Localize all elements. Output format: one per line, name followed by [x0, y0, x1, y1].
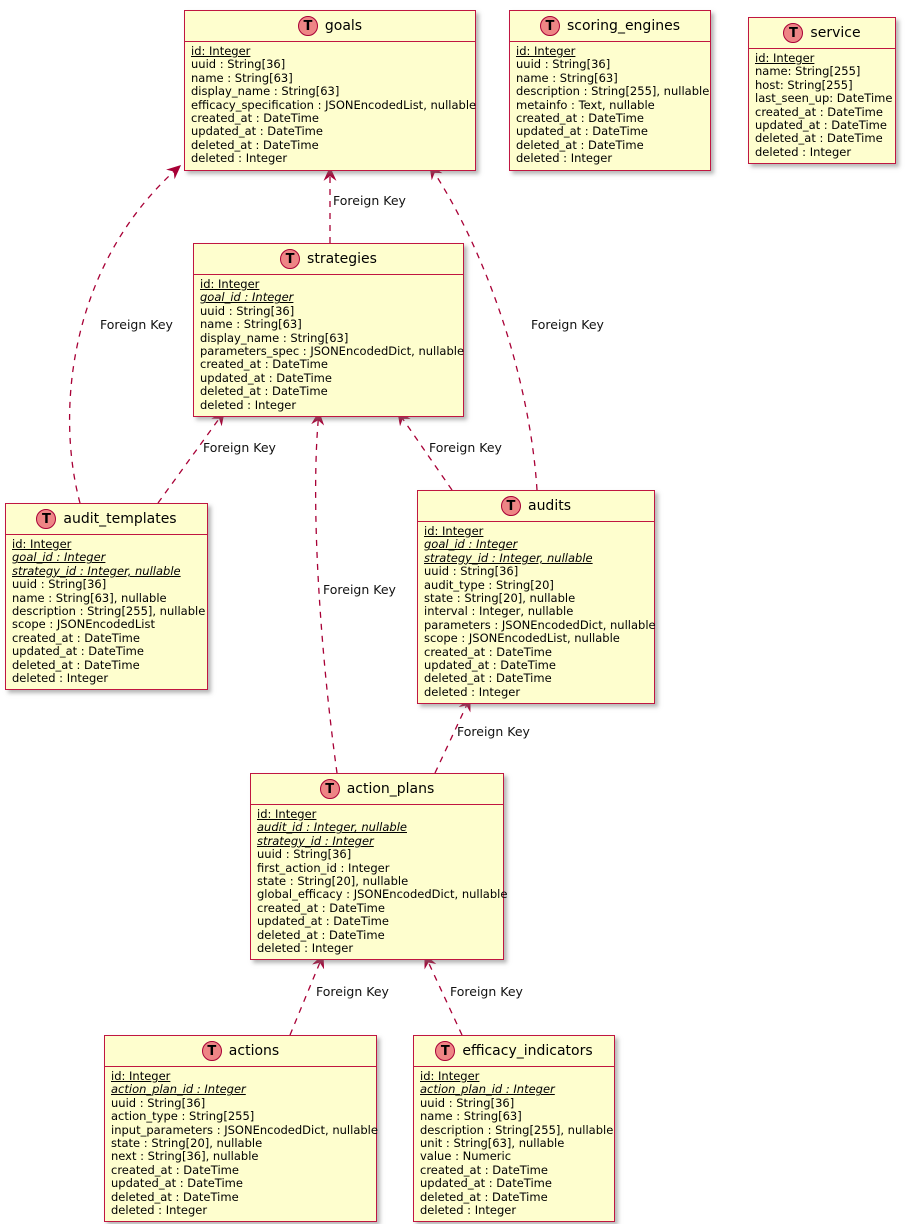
- table-title: scoring_engines: [566, 18, 680, 34]
- table-action_plans: [250, 773, 508, 960]
- table-title: service: [810, 25, 861, 41]
- field-row: deleted : Integer: [111, 1203, 208, 1218]
- field-row: action_type : String[255]: [111, 1109, 255, 1124]
- field-row: strategy_id : Integer: [257, 833, 374, 848]
- field-row: updated_at : DateTime: [516, 124, 648, 139]
- field-row: input_parameters : JSONEncodedDict, nullable: [111, 1122, 378, 1137]
- field-row: parameters_spec : JSONEncodedDict, nullable: [200, 344, 465, 359]
- field-row: name : String[63], nullable: [12, 590, 167, 605]
- field-row: description : String[255], nullable: [516, 84, 710, 99]
- field-row: value : Numeric: [420, 1149, 512, 1164]
- field-row: deleted_at : DateTime: [755, 131, 883, 146]
- table-title: efficacy_indicators: [462, 1043, 593, 1059]
- field-row: updated_at : DateTime: [12, 644, 144, 659]
- fk-arrow-audit_templates-to-strategies: [158, 412, 224, 503]
- field-row: uuid : String[36]: [257, 847, 352, 862]
- field-row: goal_id : Integer: [200, 290, 294, 305]
- field-row: deleted : Integer: [12, 671, 109, 686]
- field-row: id: Integer: [516, 44, 576, 58]
- table-type-icon: T: [783, 23, 803, 43]
- field-row: metainfo : Text, nullable: [516, 97, 655, 112]
- field-row: deleted : Integer: [420, 1203, 517, 1218]
- field-row: deleted_at : DateTime: [200, 384, 328, 399]
- field-row: deleted_at : DateTime: [516, 137, 644, 152]
- relationship-label: Foreign Key: [316, 984, 389, 999]
- relationship-label: Foreign Key: [323, 582, 396, 597]
- table-type-icon: T: [298, 16, 318, 36]
- field-row: created_at : DateTime: [257, 900, 385, 915]
- field-row: created_at : DateTime: [755, 104, 883, 119]
- relationship-label: Foreign Key: [450, 984, 523, 999]
- field-row: deleted_at : DateTime: [12, 657, 140, 672]
- field-row: deleted : Integer: [191, 151, 288, 166]
- relationship-label: Foreign Key: [100, 317, 173, 332]
- field-row: created_at : DateTime: [420, 1162, 548, 1177]
- field-row: id: Integer: [200, 277, 260, 291]
- field-row: state : String[20], nullable: [424, 591, 576, 606]
- table-scoring_engines: [509, 10, 711, 171]
- field-row: description : String[255], nullable: [12, 604, 206, 619]
- field-row: uuid : String[36]: [200, 303, 295, 318]
- field-row: id: Integer: [191, 44, 251, 58]
- field-row: goal_id : Integer: [424, 537, 518, 552]
- field-row: deleted_at : DateTime: [191, 137, 319, 152]
- table-type-icon: T: [202, 1041, 222, 1061]
- table-title: audits: [527, 498, 571, 514]
- table-type-icon: T: [320, 779, 340, 799]
- field-row: deleted : Integer: [516, 151, 613, 166]
- table-type-icon: T: [435, 1041, 455, 1061]
- field-row: id: Integer: [420, 1069, 480, 1083]
- field-row: uuid : String[36]: [191, 57, 286, 72]
- field-row: created_at : DateTime: [111, 1162, 239, 1177]
- table-title: audit_templates: [63, 511, 177, 527]
- field-row: updated_at : DateTime: [424, 658, 556, 673]
- field-row: global_efficacy : JSONEncodedDict, nullable: [257, 887, 508, 902]
- field-row: uuid : String[36]: [420, 1095, 515, 1110]
- fk-arrow-audit_templates-to-goals: [70, 166, 180, 503]
- field-row: name: String[255]: [755, 64, 861, 79]
- field-row: last_seen_up: DateTime: [755, 91, 893, 106]
- field-row: created_at : DateTime: [424, 644, 552, 659]
- table-service: [748, 17, 896, 164]
- field-row: deleted : Integer: [257, 941, 354, 956]
- table-fields: [749, 49, 895, 163]
- field-row: uuid : String[36]: [516, 57, 611, 72]
- table-header: [510, 11, 710, 42]
- field-row: uuid : String[36]: [12, 577, 107, 592]
- relationship-label: Foreign Key: [429, 440, 502, 455]
- field-row: display_name : String[63]: [200, 330, 349, 345]
- field-row: updated_at : DateTime: [257, 914, 389, 929]
- field-row: unit : String[63], nullable: [420, 1136, 565, 1151]
- field-row: id: Integer: [257, 807, 317, 821]
- field-row: updated_at : DateTime: [191, 124, 323, 139]
- table-header: [105, 1036, 376, 1067]
- field-row: uuid : String[36]: [424, 564, 519, 579]
- table-title: action_plans: [346, 781, 435, 797]
- relationship-label: Foreign Key: [531, 317, 604, 332]
- field-row: host: String[255]: [755, 77, 853, 92]
- field-row: id: Integer: [755, 51, 815, 65]
- field-row: uuid : String[36]: [111, 1095, 206, 1110]
- table-title: actions: [228, 1043, 280, 1059]
- relationship-label: Foreign Key: [457, 724, 530, 739]
- table-fields: [6, 535, 207, 689]
- field-row: state : String[20], nullable: [257, 874, 409, 889]
- table-fields: [251, 805, 508, 959]
- relationship-label: Foreign Key: [203, 440, 276, 455]
- field-row: created_at : DateTime: [191, 111, 319, 126]
- field-row: efficacy_specification : JSONEncodedList, nullable: [191, 97, 477, 112]
- table-fields: [105, 1067, 376, 1221]
- table-type-icon: T: [280, 249, 300, 269]
- field-row: deleted : Integer: [755, 144, 852, 159]
- table-fields: [185, 42, 475, 170]
- table-title: strategies: [307, 251, 377, 267]
- field-row: parameters : JSONEncodedDict, nullable: [424, 617, 656, 632]
- field-row: next : String[36], nullable: [111, 1149, 259, 1164]
- table-fields: [414, 1067, 614, 1221]
- field-row: audit_type : String[20]: [424, 577, 554, 592]
- field-row: updated_at : DateTime: [755, 118, 887, 133]
- table-title: goals: [324, 18, 363, 34]
- field-row: name : String[63]: [420, 1109, 522, 1124]
- field-row: deleted_at : DateTime: [257, 927, 385, 942]
- field-row: scope : JSONEncodedList, nullable: [424, 631, 620, 646]
- field-row: strategy_id : Integer, nullable: [424, 550, 593, 565]
- field-row: updated_at : DateTime: [420, 1176, 552, 1191]
- field-row: state : String[20], nullable: [111, 1136, 263, 1151]
- field-row: deleted_at : DateTime: [424, 671, 552, 686]
- table-fields: [194, 275, 463, 416]
- field-row: deleted_at : DateTime: [111, 1189, 239, 1204]
- field-row: id: Integer: [12, 537, 72, 551]
- field-row: id: Integer: [424, 524, 484, 538]
- field-row: id: Integer: [111, 1069, 171, 1083]
- table-audit_templates: [5, 503, 208, 690]
- field-row: description : String[255], nullable: [420, 1122, 614, 1137]
- table-efficacy_indicators: [413, 1035, 615, 1222]
- field-row: name : String[63]: [191, 70, 293, 85]
- table-fields: [510, 42, 710, 170]
- table-fields: [418, 522, 654, 703]
- table-actions: [104, 1035, 377, 1222]
- table-header: [251, 774, 503, 805]
- field-row: deleted : Integer: [200, 397, 297, 412]
- table-header: [6, 504, 207, 535]
- field-row: created_at : DateTime: [516, 111, 644, 126]
- table-goals: [184, 10, 476, 171]
- table-type-icon: T: [36, 509, 56, 529]
- field-row: created_at : DateTime: [200, 357, 328, 372]
- field-row: name : String[63]: [516, 70, 618, 85]
- table-type-icon: T: [540, 16, 560, 36]
- field-row: created_at : DateTime: [12, 630, 140, 645]
- field-row: name : String[63]: [200, 317, 302, 332]
- relationship-label: Foreign Key: [333, 193, 406, 208]
- field-row: interval : Integer, nullable: [424, 604, 574, 619]
- table-strategies: [193, 243, 464, 417]
- table-type-icon: T: [501, 496, 521, 516]
- table-header: [418, 491, 654, 522]
- field-row: audit_id : Integer, nullable: [257, 820, 407, 835]
- field-row: goal_id : Integer: [12, 550, 106, 565]
- table-header: [414, 1036, 614, 1067]
- field-row: strategy_id : Integer, nullable: [12, 563, 181, 578]
- field-row: deleted_at : DateTime: [420, 1189, 548, 1204]
- field-row: scope : JSONEncodedList: [12, 617, 155, 632]
- field-row: first_action_id : Integer: [257, 860, 390, 875]
- field-row: display_name : String[63]: [191, 84, 340, 99]
- field-row: updated_at : DateTime: [111, 1176, 243, 1191]
- field-row: action_plan_id : Integer: [420, 1082, 555, 1097]
- table-header: [194, 244, 463, 275]
- table-header: [185, 11, 475, 42]
- table-header: [749, 18, 895, 49]
- field-row: deleted : Integer: [424, 684, 521, 699]
- table-audits: [417, 490, 655, 704]
- field-row: updated_at : DateTime: [200, 370, 332, 385]
- field-row: action_plan_id : Integer: [111, 1082, 246, 1097]
